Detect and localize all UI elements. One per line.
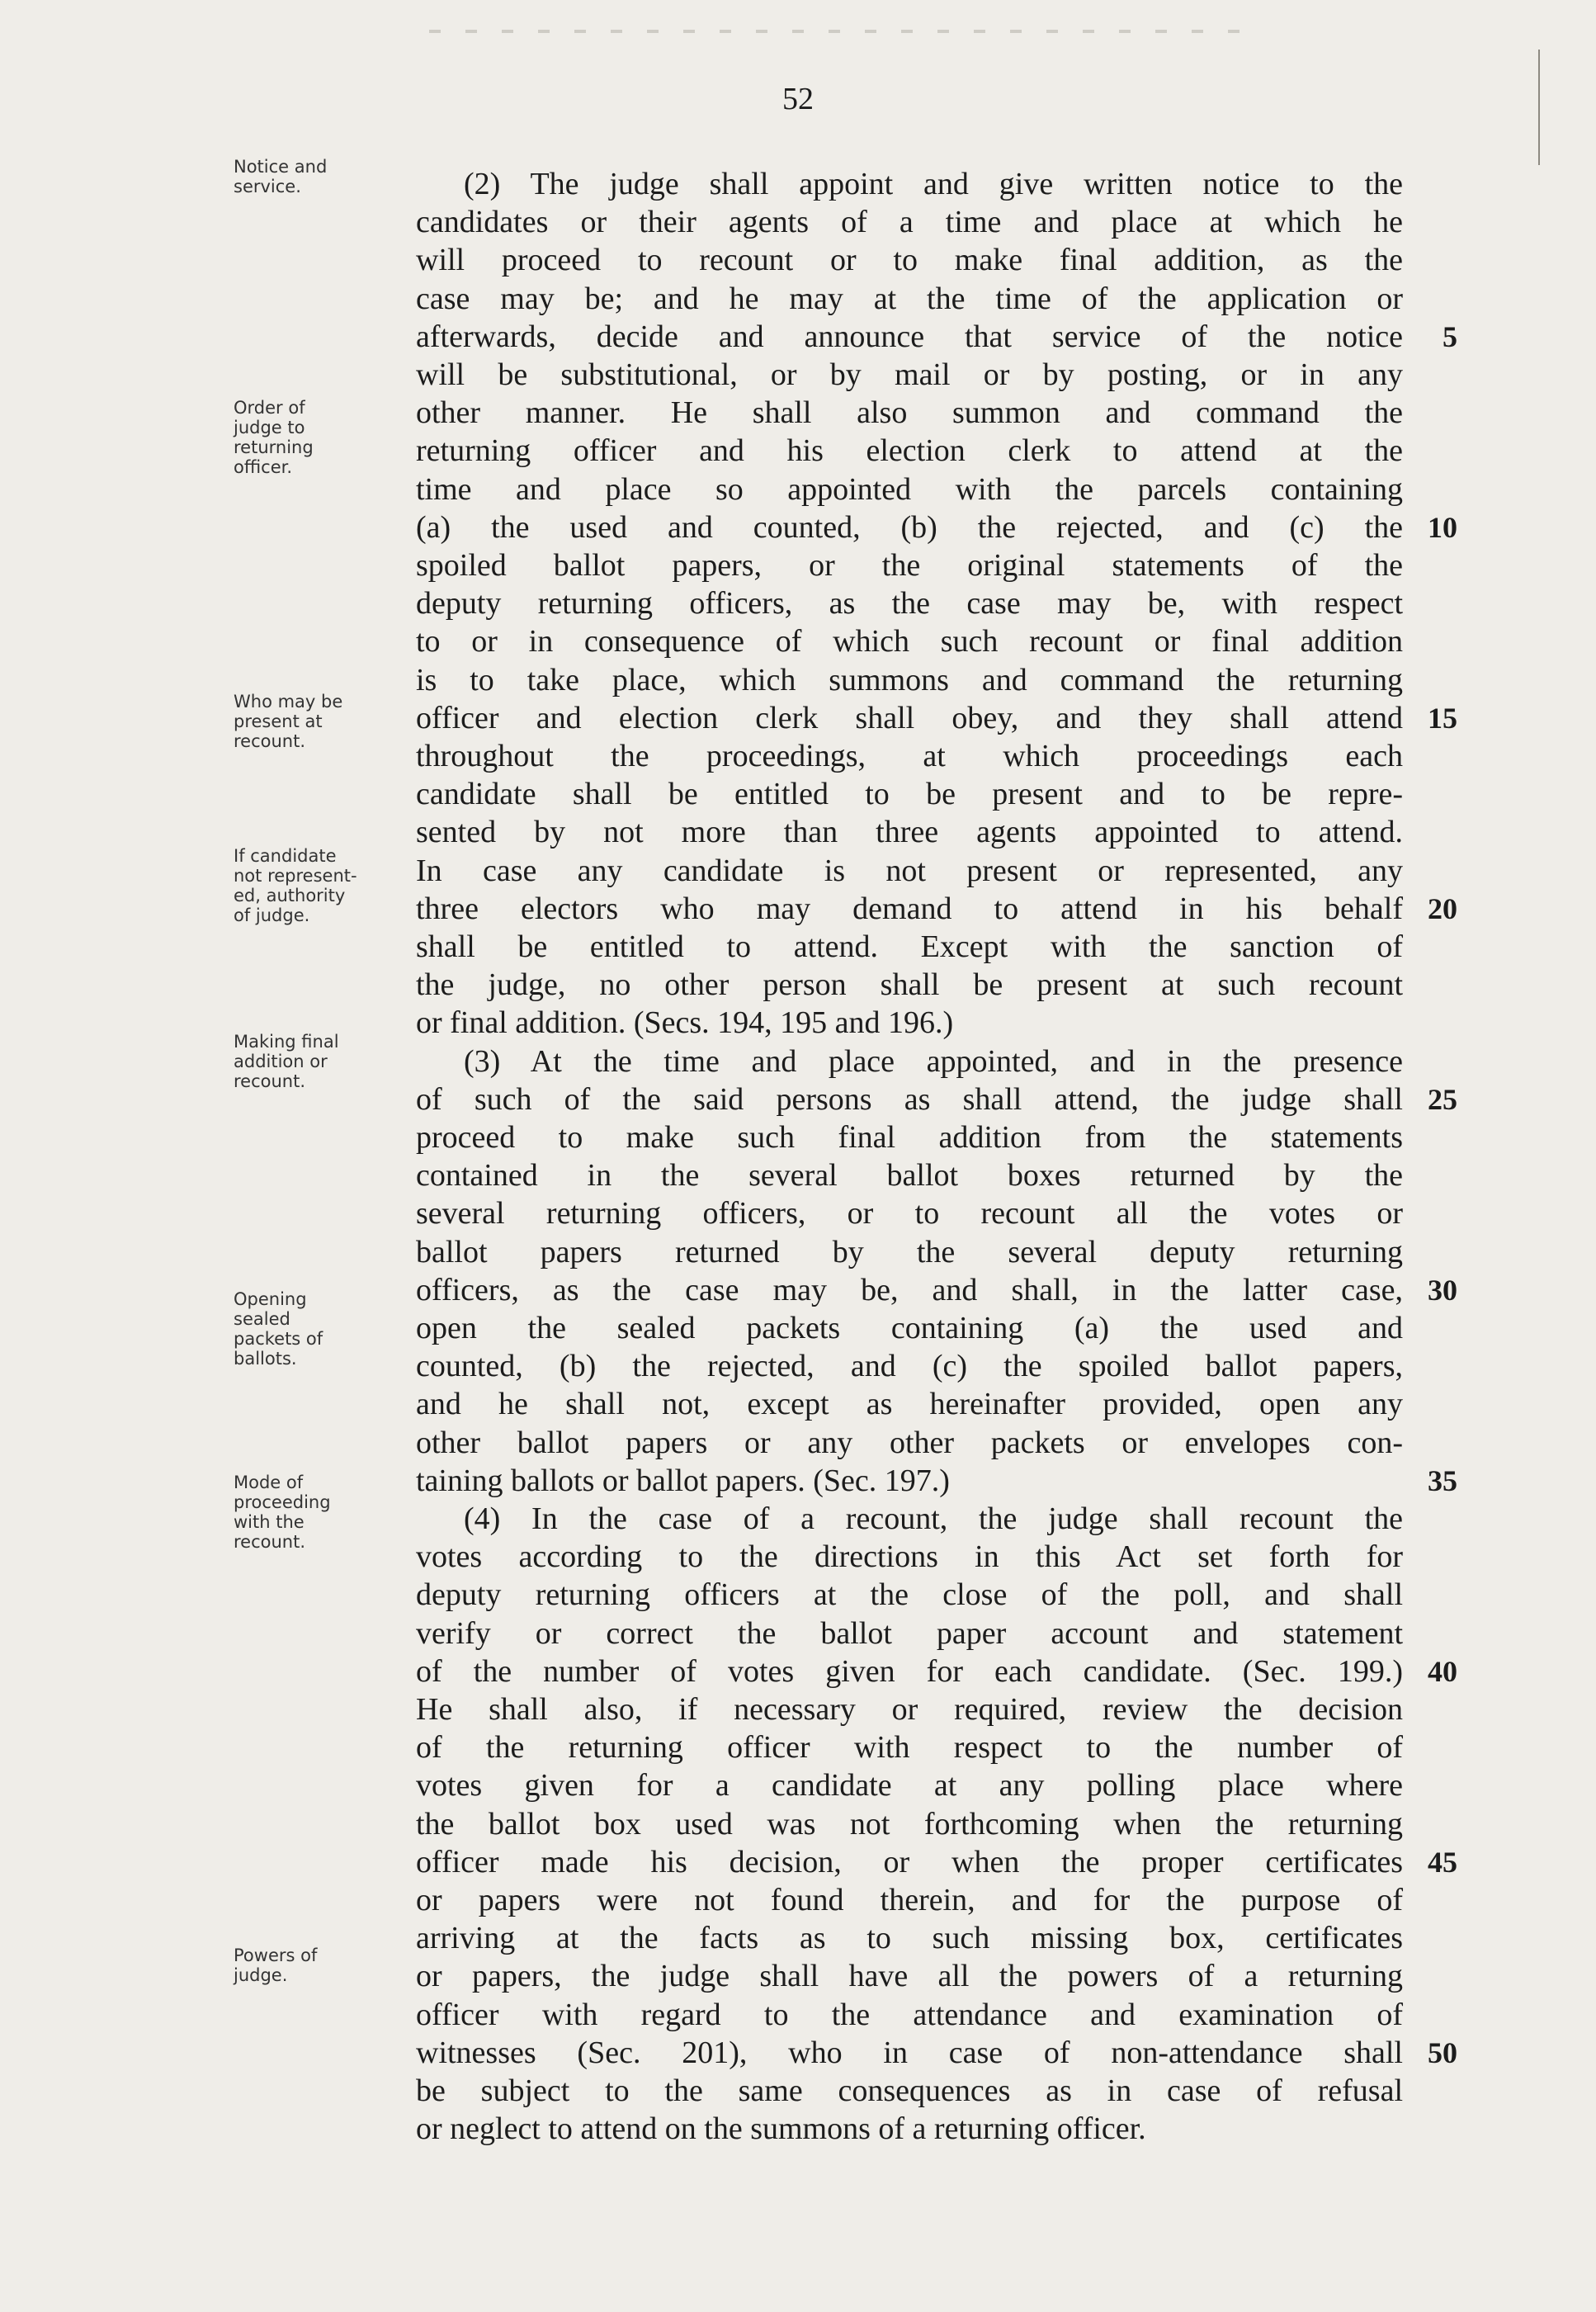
text-line: contained in the several ballot boxes returned by the <box>416 1158 1403 1194</box>
text-line: returning officer and his election clerk to attend at the <box>416 433 1403 469</box>
text-line: ballot papers returned by the several deputy returning <box>416 1234 1403 1269</box>
text-line: (a) the used and counted, (b) the rejected, and (c) the <box>416 509 1403 545</box>
text-line: open the sealed packets containing (a) the used and <box>416 1311 1403 1345</box>
text-line: candidates or their agents of a time and place at which he <box>416 205 1403 240</box>
text-line: (3) At the time and place appointed, and in the presence <box>464 1043 1403 1079</box>
margin-note: If candidate not represent- ed, authority of judge. <box>234 846 357 925</box>
line-number: 10 <box>1428 510 1457 544</box>
text-line: counted, (b) the rejected, and (c) the spoiled ballot papers, <box>416 1349 1403 1384</box>
text-line: of the number of votes given for each candidate. (Sec. 199.) <box>416 1653 1403 1689</box>
text-line: or papers were not found therein, and for the purpose of <box>416 1883 1403 1917</box>
margin-note: Making final addition or recount. <box>234 1032 339 1091</box>
text-line: time and place so appointed with the parcels containing <box>416 471 1403 507</box>
text-line: of such of the said persons as shall attend, the judge shall <box>416 1081 1403 1117</box>
text-line: officer made his decision, or when the proper certificates <box>416 1844 1403 1879</box>
text-line: the judge, no other person shall be present at such recount <box>416 967 1403 1003</box>
text-line: In case any candidate is not present or represented, any <box>416 853 1403 888</box>
text-line: officer with regard to the attendance and examination of <box>416 1997 1403 2032</box>
text-line: be subject to the same consequences as in case of refusal <box>416 2073 1403 2108</box>
text-line: to or in consequence of which such recount or final addition <box>416 624 1403 660</box>
text-line: is to take place, which summons and command the returning <box>416 662 1403 697</box>
margin-note: Notice and service. <box>234 157 328 196</box>
text-line: (4) In the case of a recount, the judge shall recount the <box>464 1501 1403 1536</box>
text-line: three electors who may demand to attend in his behalf <box>416 891 1403 926</box>
text-line: taining ballots or ballot papers. (Sec. 197.) <box>416 1463 950 1498</box>
text-line: proceed to make such final addition from the statements <box>416 1120 1403 1155</box>
text-line: or final addition. (Secs. 194, 195 and 196.) <box>416 1005 954 1041</box>
text-line: will proceed to recount or to make final addition, as the <box>416 243 1403 278</box>
line-number: 25 <box>1428 1082 1457 1116</box>
line-number: 40 <box>1428 1654 1457 1688</box>
text-line: the ballot box used was not forthcoming when the returning <box>416 1806 1403 1842</box>
text-line: or papers, the judge shall have all the powers of a returning <box>416 1959 1403 1994</box>
text-line: and he shall not, except as hereinafter provided, open any <box>416 1387 1403 1422</box>
line-number: 45 <box>1428 1845 1457 1879</box>
text-line: other manner. He shall also summon and command the <box>416 395 1403 431</box>
line-number: 35 <box>1428 1463 1457 1497</box>
text-line: votes given for a candidate at any polling place where <box>416 1768 1403 1804</box>
text-line: sented by not more than three agents appointed to attend. <box>416 815 1403 850</box>
line-number: 30 <box>1428 1273 1457 1307</box>
margin-note: Opening sealed packets of ballots. <box>234 1289 323 1369</box>
margin-note: Mode of proceeding with the recount. <box>234 1473 331 1552</box>
text-line: of the returning officer with respect to the number of <box>416 1730 1403 1766</box>
text-line: officer and election clerk shall obey, and they shall attend <box>416 700 1403 735</box>
text-line: spoiled ballot papers, or the original statements of the <box>416 548 1403 583</box>
text-line: throughout the proceedings, at which proceedings each <box>416 739 1403 773</box>
line-number: 20 <box>1428 891 1457 925</box>
text-line: afterwards, decide and announce that service of the notice <box>416 319 1403 354</box>
text-line: several returning officers, or to recount all the votes or <box>416 1196 1403 1232</box>
page-number: 52 <box>782 82 814 116</box>
text-line: (2) The judge shall appoint and give written notice to the <box>464 167 1403 201</box>
line-number: 15 <box>1428 701 1457 735</box>
text-line: other ballot papers or any other packets or envelopes con- <box>416 1425 1403 1460</box>
text-line: officers, as the case may be, and shall, in the latter case, <box>416 1272 1403 1307</box>
text-line: verify or correct the ballot paper account and statement <box>416 1615 1403 1651</box>
text-line: deputy returning officers at the close of the poll, and shall <box>416 1577 1403 1613</box>
text-line: shall be entitled to attend. Except with the sanction of <box>416 929 1403 964</box>
text-line: candidate shall be entitled to be present and to be repre- <box>416 777 1403 812</box>
line-number: 50 <box>1428 2035 1457 2069</box>
text-line: votes according to the directions in this Act set forth for <box>416 1539 1403 1575</box>
margin-note: Order of judge to returning officer. <box>234 398 314 477</box>
text-line: deputy returning officers, as the case may be, with respect <box>416 586 1403 622</box>
line-number: 5 <box>1443 319 1457 353</box>
margin-note: Powers of judge. <box>234 1946 318 1985</box>
text-line: will be substitutional, or by mail or by posting, or in any <box>416 357 1403 392</box>
text-line: arriving at the facts as to such missing box, certificates <box>416 1921 1403 1956</box>
scan-artifact <box>429 30 1254 33</box>
text-line: He shall also, if necessary or required, review the decision <box>416 1692 1403 1727</box>
text-line: witnesses (Sec. 201), who in case of non-attendance shall <box>416 2035 1403 2070</box>
text-line: case may be; and he may at the time of the application or <box>416 281 1403 316</box>
margin-note: Who may be present at recount. <box>234 692 343 751</box>
text-line: or neglect to attend on the summons of a returning officer. <box>416 2111 1146 2147</box>
